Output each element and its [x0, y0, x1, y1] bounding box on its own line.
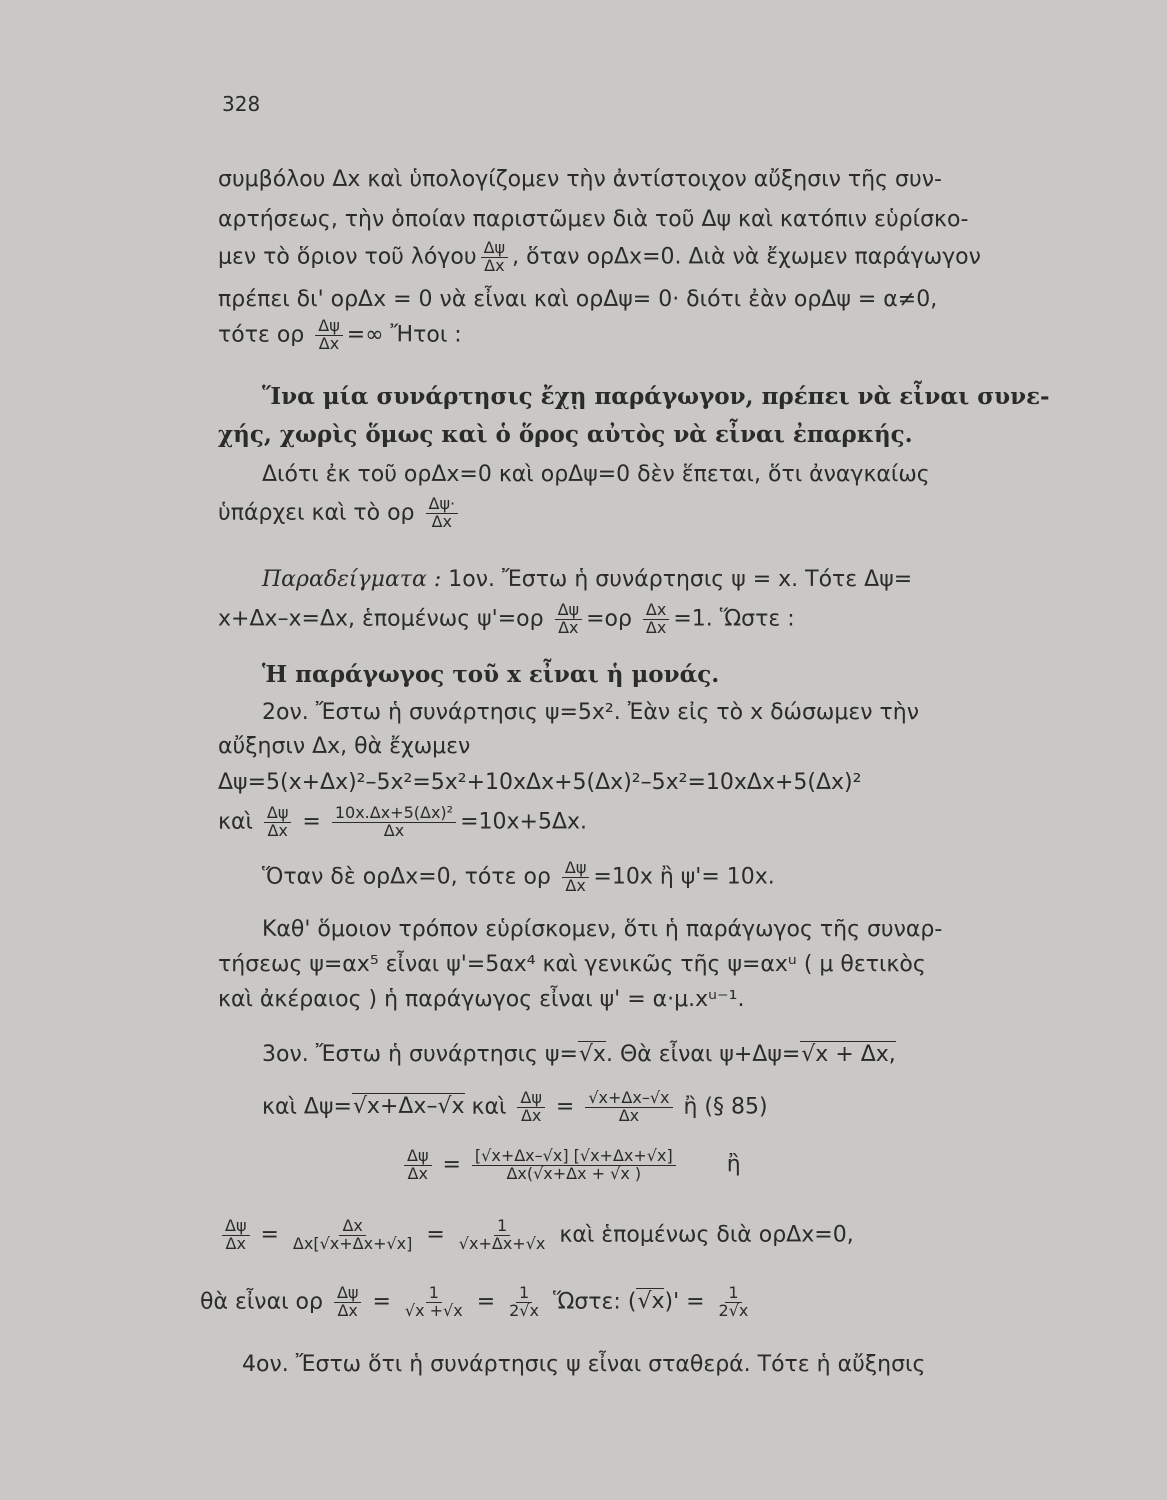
- bold-statement: Ἡ παράγωγος τοῦ x εἶναι ἡ μονάς.: [262, 661, 720, 688]
- denominator: Δx: [645, 617, 667, 637]
- text-line: Καθ' ὅμοιον τρόπον εὑρίσκομεν, ὅτι ἡ παράγωγος τῆς συναρ-: [262, 917, 943, 942]
- text-line: [262, 565, 1142, 595]
- denominator: Δx: [520, 1105, 542, 1125]
- text-span: καὶ ἑπομένως διὰ ορΔx=0,: [559, 1222, 854, 1248]
- text-line: αὔξησιν Δx, θὰ ἔχωμεν: [218, 734, 471, 759]
- numerator: √x+Δx–√x: [585, 1090, 672, 1108]
- denominator: Δx: [565, 875, 586, 895]
- equation-line: καὶ Δψ=√x+Δx–√x καὶ $\frac{\Delta\psi}{\Delta x}$ = $\frac{√x+\Delta x-√x}{\Delta x}$ ἢ (§ 85): [262, 1088, 768, 1125]
- fraction: [555, 602, 583, 637]
- denominator: Δx: [383, 820, 405, 840]
- text-span: =1. Ὥστε :: [673, 606, 795, 632]
- numerator: Δx: [339, 1218, 365, 1236]
- numerator: Δψ·: [426, 496, 459, 514]
- fraction: [481, 240, 509, 275]
- sqrt-term: √x: [637, 1289, 665, 1315]
- numerator: Δψ: [517, 1090, 545, 1108]
- text-span: καὶ: [471, 1094, 507, 1120]
- denominator: 2√x: [509, 1300, 539, 1320]
- text-span: )' =: [664, 1289, 705, 1315]
- text-line: Διότι ἐκ τοῦ ορΔx=0 καὶ ορΔψ=0 δὲν ἕπεται, ὅτι ἀναγκαίως: [262, 462, 930, 487]
- text-span: τότε ορ: [218, 322, 305, 348]
- denominator: Δx: [225, 1233, 246, 1253]
- numerator: 1: [494, 1218, 510, 1236]
- numerator: Δψ: [222, 1218, 250, 1236]
- text-span: 1ον. Ἔστω ἡ συνάρτησις ψ = x. Τότε Δψ=: [448, 567, 913, 592]
- denominator: Δx[√x+Δx+√x]: [292, 1233, 413, 1253]
- denominator: Δx: [337, 1300, 358, 1320]
- fraction: [456, 1218, 549, 1253]
- numerator: Δψ: [334, 1285, 362, 1303]
- fraction: [506, 1285, 542, 1320]
- numerator: Δψ: [315, 318, 343, 336]
- bold-statement: χής, χωρὶς ὅμως καὶ ὁ ὅρος αὐτὸς νὰ εἶναι ἐπαρκής.: [218, 421, 913, 448]
- sqrt-term: √x: [578, 1042, 606, 1067]
- equation-line: 3ον. Ἔστω ἡ συνάρτησις ψ=√x. Θὰ εἶναι ψ+Δψ=√x + Δx,: [262, 1042, 896, 1067]
- fraction: [716, 1285, 752, 1320]
- denominator: √x +√x: [404, 1300, 463, 1320]
- text-span: Θὰ εἶναι ψ+Δψ=: [619, 1042, 801, 1067]
- text-line: [218, 496, 1098, 531]
- examples-label: Παραδείγματα :: [262, 567, 442, 592]
- text-span: Ὅταν δὲ ορΔx=0, τότε ορ: [262, 864, 551, 890]
- fraction: [332, 805, 456, 840]
- sqrt-term: √x+Δx–√x: [352, 1094, 465, 1120]
- text-span: μεν τὸ ὅριον τοῦ λόγου: [218, 244, 477, 270]
- fraction: [402, 1285, 466, 1320]
- fraction: [562, 860, 590, 895]
- text-span: ἢ (§ 85): [683, 1094, 768, 1120]
- numerator: Δψ: [481, 240, 509, 258]
- text-span: ὑπάρχει καὶ τὸ ορ: [218, 500, 415, 526]
- text-line: καὶ ἀκέραιος ) ἡ παράγωγος εἶναι ψ' = α·μ.xᵘ⁻¹.: [218, 987, 745, 1012]
- denominator: Δx: [431, 511, 453, 531]
- text-span: , ὅταν ορΔx=0. Διὰ νὰ ἔχωμεν παράγωγον: [512, 244, 981, 270]
- text-line: συμβόλου Δx καὶ ὑπολογίζομεν τὴν ἀντίστοιχον αὔξησιν τῆς συν-: [218, 167, 942, 192]
- text-line: πρέπει δι' ορΔx = 0 νὰ εἶναι καὶ ορΔψ= 0· διότι ἐὰν ορΔψ = α≠0,: [218, 287, 938, 312]
- fraction: [315, 318, 343, 353]
- text-span: θὰ εἶναι ορ: [200, 1289, 323, 1315]
- fraction: [290, 1218, 415, 1253]
- text-line: αρτήσεως, τὴν ὁποίαν παριστῶμεν διὰ τοῦ Δψ καὶ κατόπιν εὑρίσκο-: [218, 207, 969, 232]
- fraction: [404, 1148, 432, 1183]
- text-span: =∞ Ἤτοι :: [346, 322, 462, 348]
- equation-line: $\frac{\Delta\psi}{\Delta x}$ = $\frac{\Delta x}{\Delta x[√x+\Delta x+√x]}$ = $\frac{1}{√x+\Delta x+√x}$ καὶ ἑπομένως διὰ ορΔx=0,: [218, 1218, 1098, 1253]
- equation-line: $\frac{\Delta\psi}{\Delta x}$ = $\frac{[√x+\Delta x-√x] [√x+\Delta x+√x]}{\Delta x(√x+\Delta x + √x )}$ ἢ: [400, 1148, 1167, 1183]
- fraction: [643, 602, 669, 637]
- numerator: 10x.Δx+5(Δx)²: [332, 805, 456, 823]
- text-span: ἢ: [726, 1152, 741, 1178]
- equation-line: θὰ εἶναι ορ $\frac{\Delta\psi}{\Delta x}$ = $\frac{1}{√x +√x}$ = $\frac{1}{2√x}$ Ὥστε: (√x)' = $\frac{1}{2√x}$: [200, 1285, 1080, 1320]
- numerator: 1: [725, 1285, 741, 1303]
- text-span: =10x ἢ ψ'= 10x.: [593, 864, 775, 890]
- denominator: Δx: [618, 1105, 640, 1125]
- text-line: 2ον. Ἔστω ἡ συνάρτησις ψ=5x². Ἐὰν εἰς τὸ x δώσωμεν τὴν: [262, 700, 919, 725]
- text-line: τήσεως ψ=αx⁵ εἶναι ψ'=5αx⁴ καὶ γενικῶς τῆς ψ=αxᵘ ( μ θετικὸς: [218, 952, 926, 977]
- numerator: Δψ: [555, 602, 583, 620]
- equation-line: Δψ=5(x+Δx)²–5x²=5x²+10xΔx+5(Δx)²–5x²=10xΔx+5(Δx)²: [218, 770, 862, 795]
- text-line: [218, 318, 1098, 353]
- fraction: [585, 1090, 672, 1125]
- numerator: 1: [426, 1285, 442, 1303]
- fraction: [334, 1285, 362, 1320]
- denominator: Δx: [484, 255, 505, 275]
- denominator: √x+Δx+√x: [458, 1233, 546, 1253]
- denominator: Δx(√x+Δx + √x ): [506, 1163, 642, 1183]
- denominator: 2√x: [718, 1300, 749, 1320]
- text-span: καὶ: [218, 809, 253, 835]
- sqrt-term: √x + Δx,: [801, 1042, 896, 1067]
- text-span: x+Δx–x=Δx, ἑπομένως ψ'=ορ: [218, 606, 544, 632]
- numerator: Δψ: [562, 860, 590, 878]
- denominator: Δx: [267, 820, 288, 840]
- text-span: καὶ Δψ=: [262, 1094, 352, 1120]
- denominator: Δx: [407, 1163, 428, 1183]
- text-line: 4ον. Ἔστω ὅτι ἡ συνάρτησις ψ εἶναι σταθερά. Τότε ἡ αὔξησις: [242, 1352, 926, 1377]
- text-span: Ὥστε: (: [552, 1289, 637, 1315]
- numerator: Δψ: [404, 1148, 432, 1166]
- numerator: 1: [516, 1285, 532, 1303]
- equation-line: καὶ $\frac{\Delta\psi}{\Delta x}$ = $\frac{\text{10x.Δx+5(Δx)²}}{\Delta x}$ =10x+5Δx.: [218, 803, 588, 840]
- fraction: [517, 1090, 545, 1125]
- text-line: [218, 240, 1098, 275]
- numerator: [√x+Δx–√x] [√x+Δx+√x]: [472, 1148, 676, 1166]
- denominator: Δx: [558, 617, 579, 637]
- numerator: Δψ: [264, 805, 292, 823]
- text-span: =ορ: [586, 606, 632, 632]
- denominator: Δx: [318, 333, 340, 353]
- equation-line: [262, 860, 1142, 895]
- fraction: [264, 805, 292, 840]
- fraction: [426, 496, 459, 531]
- text-span: =10x+5Δx.: [460, 809, 588, 835]
- numerator: Δx: [643, 602, 669, 620]
- bold-statement: Ἵνα μία συνάρτησις ἔχῃ παράγωγον, πρέπει νὰ εἶναι συνε-: [262, 383, 1050, 410]
- page-number: 328: [222, 92, 261, 116]
- text-line: [218, 602, 1098, 637]
- fraction: [472, 1148, 676, 1183]
- fraction: [222, 1218, 250, 1253]
- text-span: 3ον. Ἔστω ἡ συνάρτησις ψ=: [262, 1042, 578, 1067]
